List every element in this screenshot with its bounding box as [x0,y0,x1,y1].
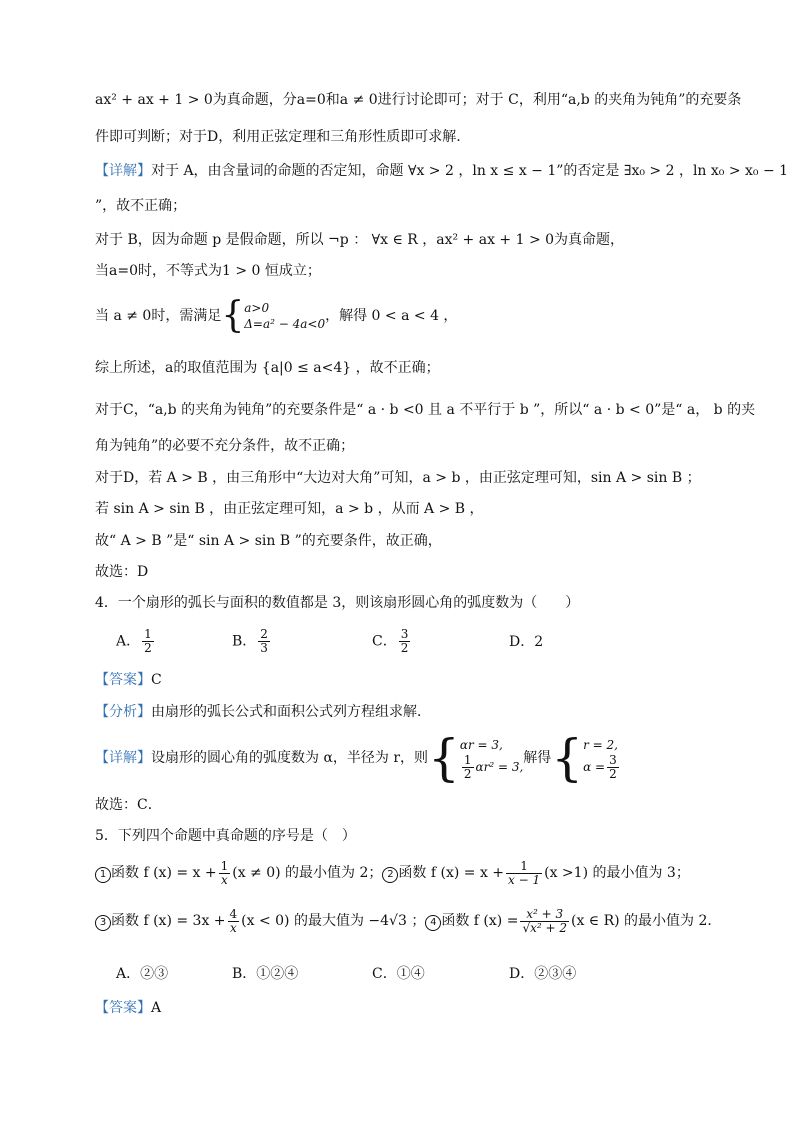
text-line: 对于 B，因为命题 p 是假命题，所以 ¬p ： ∀x ∈ R ，ax² + ax + 1 > 0为真命题， [95,232,625,248]
q5-statements-1-2 [95,858,690,888]
text-line: 当a=0时，不等式为1 > 0 恒成立； [95,263,321,279]
text-line: 故“ A > B ”是“ sin A > sin B ”的充要条件，故正确， [95,533,442,549]
text-fragment: ，解得 0 < a < 4 ， [325,308,458,324]
system-row: αr = 3, [459,737,503,752]
text-line: ax² + ax + 1 > 0为真命题，分a=0和a ≠ 0进行讨论即可；对于 C，利用“a,b 的夹角为钝角”的充要条 [95,92,742,108]
fraction [142,628,154,655]
numerator: 3 [609,752,617,767]
fraction [462,754,474,781]
option-b: B．①②④ [232,966,299,982]
text-line: 故选：C． [95,797,162,813]
denominator: x [229,920,237,935]
answer-tag: 【答案】 [95,1000,151,1016]
q5-statements-3-4 [95,904,721,938]
detail-text: 对于 A，由含量词的命题的否定知，命题 ∀x > 2 ，ln x ≤ x − 1”的否定是 ∃x₀ > 2 ，ln x₀ > x₀ − 1 [151,163,789,179]
text-line: 角为钝角”的必要不充分条件，故不正确； [95,438,355,454]
statement-text: (x ∈ R) 的最小值为 2． [570,913,722,929]
system-row: a>0 [244,301,270,315]
numerator: 2 [260,627,268,641]
numerator: 1 [220,858,229,873]
detail-tag: 【详解】 [95,750,151,766]
detail-text: 解得 [523,750,552,766]
circled-4-icon: 4 [425,915,441,931]
option-c [372,628,412,655]
denominator: 2 [144,641,152,655]
circled-1-icon: 1 [95,867,111,883]
analysis-line [95,702,431,722]
system-row [460,754,523,781]
text-line [95,295,458,336]
option-b [232,628,272,655]
fraction [520,908,569,935]
denominator: 3 [260,641,268,655]
answer-line [95,670,162,690]
numerator: 1 [144,627,152,641]
numerator: 1 [463,752,472,767]
numerator: 3 [400,627,409,641]
equation-text: α = [583,759,606,774]
answer-line [95,998,161,1018]
option-d: D．②③④ [509,966,577,982]
text-line: 若 sin A > sin B ，由正弦定理可知，a > b ，从而 A > B ， [95,501,484,517]
circled-3-icon: 3 [95,915,111,931]
option-label: C． [372,633,397,650]
fraction [607,754,619,781]
system-of-inequalities [244,300,325,332]
text-line: 对于D，若 A > B ，由三角形中“大边对大角”可知，a > b ，由正弦定理可知，sin A > sin B ； [95,470,701,486]
statement-text: 函数 f (x) = x + [111,865,217,881]
text-line: 对于C，“a,b 的夹角为钝角”的充要条件是“ a · b <0 且 a 不平行于 b ”，所以“ a · b < 0”是“ a， b 的夹 [95,402,756,418]
denominator: 2 [463,766,472,781]
answer-value: C [151,672,162,688]
text-line: 综上所述，a的取值范围为 {a|0 ≤ a<4} ，故不正确； [95,360,440,376]
brace-symbol: { [428,729,460,787]
statement-text: 函数 f (x) = 3x + [111,913,226,929]
text-line: 故选：D [95,564,149,580]
option-label: A． [116,633,141,650]
option-d [509,632,543,652]
circled-2-icon: 2 [382,867,398,883]
detail-line [95,730,621,786]
detail-tag: 【详解】 [95,163,151,179]
question-4: 4．一个扇形的弧长与面积的数值都是 3，则该扇形圆心角的弧度数为（ ） [95,595,580,611]
option-a: A．②③ [116,966,169,982]
text-fragment: 当 a ≠ 0时，需满足 [95,308,222,324]
denominator: 2 [400,641,409,655]
denominator: 2 [609,766,617,781]
text-line: ”，故不正确； [95,198,187,214]
detail-text: 设扇形的圆心角的弧度数为 α，半径为 r，则 [151,750,429,766]
denominator: x [221,872,228,887]
answer-tag: 【答案】 [95,672,151,688]
numerator: 4 [229,906,238,921]
numerator: x² + 3 [520,908,569,922]
text-line [95,161,788,181]
fraction [258,628,270,655]
system-row: r = 2, [583,737,618,752]
denominator: x − 1 [508,872,541,887]
option-a [116,628,156,655]
fraction [219,860,231,887]
option-c: C．①④ [372,966,425,982]
statement-text: (x ≠ 0) 的最小值为 2； [232,865,383,881]
answer-value: A [151,1000,162,1016]
equation-system [460,736,523,781]
fraction [399,628,411,655]
option-label: D． [509,634,535,650]
option-value: 2 [534,634,544,650]
statement-text: 函数 f (x) = [441,913,519,929]
system-row [583,754,621,781]
system-row: Δ=a² − 4a<0 [244,317,326,331]
brace-symbol: { [551,729,584,787]
text-line: 件即可判断；对于D，利用正弦定理和三角形性质即可求解. [95,129,461,145]
fraction [506,860,542,887]
equation-text: αr² = 3, [475,759,524,774]
analysis-tag: 【分析】 [95,704,151,720]
statement-text: 函数 f (x) = x + [398,865,505,881]
analysis-text: 由扇形的弧长公式和面积公式列方程组求解． [151,704,431,720]
question-5: 5．下列四个命题中真命题的序号是（ ） [95,828,356,844]
statement-text: (x < 0) 的最大值为 −4√3 ； [241,913,426,929]
denominator: √x² + 2 [522,920,567,935]
fraction [228,908,240,935]
option-label: B． [232,633,257,650]
statement-text: (x >1) 的最小值为 3； [544,865,690,881]
brace-symbol: { [221,295,245,336]
solution-system [583,736,621,781]
numerator: 1 [506,860,542,874]
